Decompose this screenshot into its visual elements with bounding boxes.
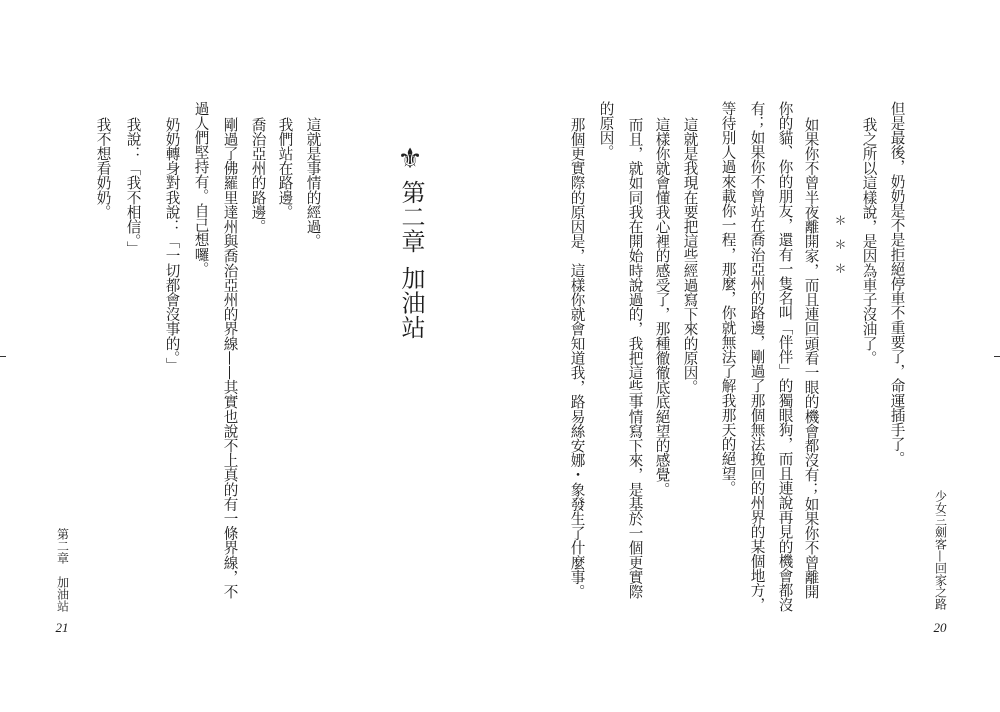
crop-mark-right [994,356,1000,357]
text-column: 我說：「我不相信。」 [124,117,142,256]
text-column: 這就是我現在要把這些經過寫下來的原因。 [681,117,699,395]
text-column: 我之所以這樣說，是因為車子沒油了。 [860,117,878,366]
text-column: 等待別人過來載你一程，那麼，你就無法了解我那天的絕望。 [719,101,737,496]
crop-mark-left [0,356,6,357]
chapter-title: 加油站 [397,266,425,340]
text-column: 有；如果你不曾站在喬治亞州的路邊，剛過了那個無法挽回的州界的某個地方， [748,101,766,612]
text-column: 那個更實際的原因是，這樣你就會知道我，路易絲安娜・象發生了什麼事。 [568,117,586,599]
text-column: 你的貓、你的朋友，還有一隻名叫「伴伴」的獨眼狗，而且連說再見的機會都沒 [776,101,794,612]
text-column: 過人們堅持有。自己想囉。 [192,101,210,277]
text-column: 喬治亞州的路邊。 [249,117,267,234]
text-column: 我們站在路邊。 [276,117,294,220]
text-column: 我不想看奶奶。 [94,117,112,220]
text-column: 奶奶轉身對我說：「一切都會沒事的。」 [163,117,181,373]
text-column: 剛過了佛羅里達州與喬治亞州的界線——其實也說不上真的有一條界線，不 [221,117,239,599]
page-number: 20 [933,620,947,635]
section-break: ＊ ＊ ＊ [833,214,847,274]
text-column: 但是最後，奶奶是不是拒絕停車不重要了，命運插手了。 [888,101,906,466]
running-head: 少女三劍客—回家之路 [933,490,948,610]
fleur-de-lis-icon: ⚜ [397,142,423,175]
page-number: 21 [55,620,69,635]
text-column: 這樣你就會懂我心裡的感受了，那種徹徹底底絕望的感覺。 [653,117,671,497]
chapter-label: 第二章 [397,180,425,254]
text-column: 而且，就如同我在開始時說過的，我把這些事情寫下來，是基於一個更實際 [626,117,644,599]
text-column: 的原因。 [597,101,615,160]
text-column: 這就是事情的經過。 [304,117,322,249]
running-head: 第二章 加油站 [55,528,70,612]
text-column: 如果你不曾半夜離開家，而且連回頭看一眼的機會都沒有；如果你不曾離開 [802,117,820,599]
right-page [500,0,1000,712]
